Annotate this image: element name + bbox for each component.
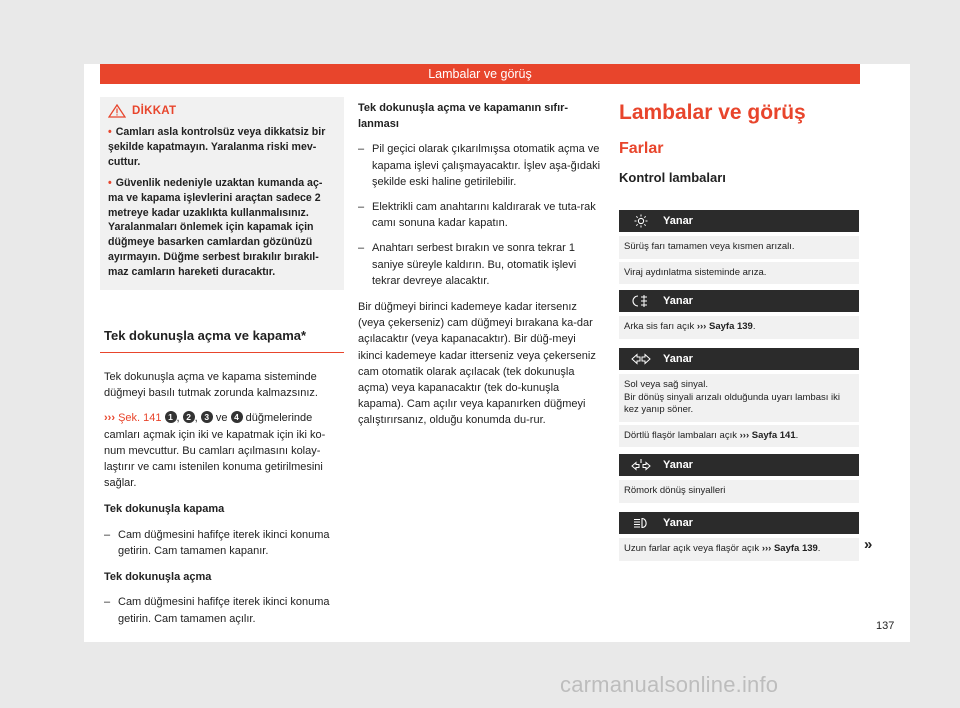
chapter-subtitle: Farlar	[619, 140, 664, 157]
explanation-paragraph: Bir düğmeyi birinci kademeye kadar itersenız (veya çekerseniz) cam düğmeyi bırakana ka-dar açılacaktır (veya kapanacaktır). Bir düğ-meyi ikinci kademeye kadar itterseniz veya çekerseniz cam otomatik olarak açılacak (tek dokunuşla açma) veya kapanacaktır (tek do-kunuşla kapama). Cam açılır veya kapanırken düğmeyi çalıştırırsanız, olduğu konumda du-rur.	[358, 301, 596, 427]
lamp-group	[619, 512, 859, 561]
section-heading: Kontrol lambaları	[619, 170, 726, 185]
turn-signal-icon	[619, 353, 663, 365]
rear-fog-lamp-icon	[619, 294, 663, 308]
section-divider	[100, 352, 344, 353]
lamp-row: Viraj aydınlatma sisteminde arıza.	[619, 259, 859, 285]
subheading-open: Tek dokunuşla açma	[104, 571, 212, 584]
continue-mark: »	[864, 536, 873, 553]
column-left	[100, 97, 344, 627]
lamp-group	[619, 290, 859, 339]
lamp-header	[619, 454, 859, 476]
column-right	[619, 100, 859, 185]
lamp-row: Sürüş farı tamamen veya kısmen arızalı.	[619, 236, 859, 259]
lamp-row: Arka sis farı açık ››› Sayfa 139.	[619, 316, 859, 339]
lamp-header	[619, 348, 859, 370]
lamp-status: Yanar	[663, 353, 693, 365]
page-number: 137	[876, 620, 895, 632]
lamp-row: Dörtlü flaşör lambaları açık ››› Sayfa 141.	[619, 422, 859, 448]
lamp-group	[619, 210, 859, 284]
warning-title: DİKKAT	[132, 105, 177, 117]
lamp-status: Yanar	[663, 459, 693, 471]
lamp-header	[619, 210, 859, 232]
column-middle	[358, 100, 602, 429]
trailer-signal-icon	[619, 458, 663, 472]
figure-reference-link[interactable]: ››› Şek. 141	[104, 412, 162, 425]
lamp-header	[619, 512, 859, 534]
page-header: Lambalar ve görüş	[100, 64, 860, 84]
callout-4: 4	[231, 411, 243, 423]
callout-2: 2	[183, 411, 195, 423]
lamp-row: Römork dönüş sinyalleri	[619, 480, 859, 503]
lamp-status: Yanar	[663, 215, 693, 227]
bullet-icon: •	[108, 126, 112, 138]
reset-title: Tek dokunuşla açma ve kapamanın sıfır-lanması	[358, 102, 569, 131]
subheading-close: Tek dokunuşla kapama	[104, 503, 225, 516]
list-item: – Anahtarı serbest bırakın ve sonra tekrar 1 saniye süreyle kaldırın. Bu, otomatik işlevi tekrar devreye alacaktır.	[358, 242, 577, 287]
bullet-icon: •	[108, 176, 112, 189]
lamp-status: Yanar	[663, 295, 693, 307]
list-item: – Elektrikli cam anahtarını kaldırarak ve tuta-rak camı sonuna kadar kapatın.	[358, 201, 596, 230]
lamp-row: Uzun farlar açık veya flaşör açık ››› Sayfa 139.	[619, 538, 859, 561]
lamp-group	[619, 454, 859, 503]
lamp-group	[619, 348, 859, 447]
reference-paragraph: ››› Şek. 141 1 , 2 , 3 ve 4 düğmelerinde camları açmak için iki ve kapatmak için iki ko-num mevcuttur. Bu camları açılmasını kolay-laştırır ve camı istenilen konuma getirilmesini sağlar.	[104, 412, 326, 490]
high-beam-icon	[619, 517, 663, 529]
lamp-header	[619, 290, 859, 312]
lamp-status: Yanar	[663, 517, 693, 529]
warning-triangle-icon	[108, 104, 126, 118]
sun-lamp-icon	[619, 214, 663, 228]
list-item: – Pil geçici olarak çıkarılmışsa otomatik açma ve kapama işlevi çalışmayacaktır. İşlev aşa-ğıdaki şekilde eski haline getirilebilir.	[358, 143, 601, 188]
intro-paragraph: Tek dokunuşla açma ve kapama sisteminde düğmeyi basılı tutmak zorunda kalmazsınız.	[104, 371, 318, 400]
section-title: Tek dokunuşla açma ve kapama*	[104, 328, 307, 344]
list-item: – Cam düğmesini hafifçe iterek ikinci konuma getirin. Cam tamamen açılır.	[104, 596, 330, 625]
warning-box	[100, 97, 344, 290]
warning-item: • Camları asla kontrolsüz veya dikkatsiz bir şekilde kapatmayın. Yaralanma riski mev-cuttur.	[108, 126, 326, 168]
callout-1: 1	[165, 411, 177, 423]
warning-item: • Güvenlik nedeniyle uzaktan kumanda aç-ma ve kapama işlevlerini araçtan sadece 2 metreye kadar uzaklıkta kullanmalısınız. Yaralanmaları önlemek için kapamak için düğmeye basarken camlardan gözünüzü ayırmayın. Düğme serbest bırakılır bırakıl-maz camların hareketi duracaktır.	[108, 176, 323, 279]
callout-3: 3	[201, 411, 213, 423]
watermark: carmanualsonline.info	[560, 672, 779, 697]
lamp-row: Sol veya sağ sinyal. Bir dönüş sinyali arızalı olduğunda uyarı lambası iki kez yanıp söner.	[619, 374, 859, 422]
chapter-title: Lambalar ve görüş	[619, 101, 806, 124]
list-item: – Cam düğmesini hafifçe iterek ikinci konuma getirin. Cam tamamen kapanır.	[104, 528, 330, 557]
